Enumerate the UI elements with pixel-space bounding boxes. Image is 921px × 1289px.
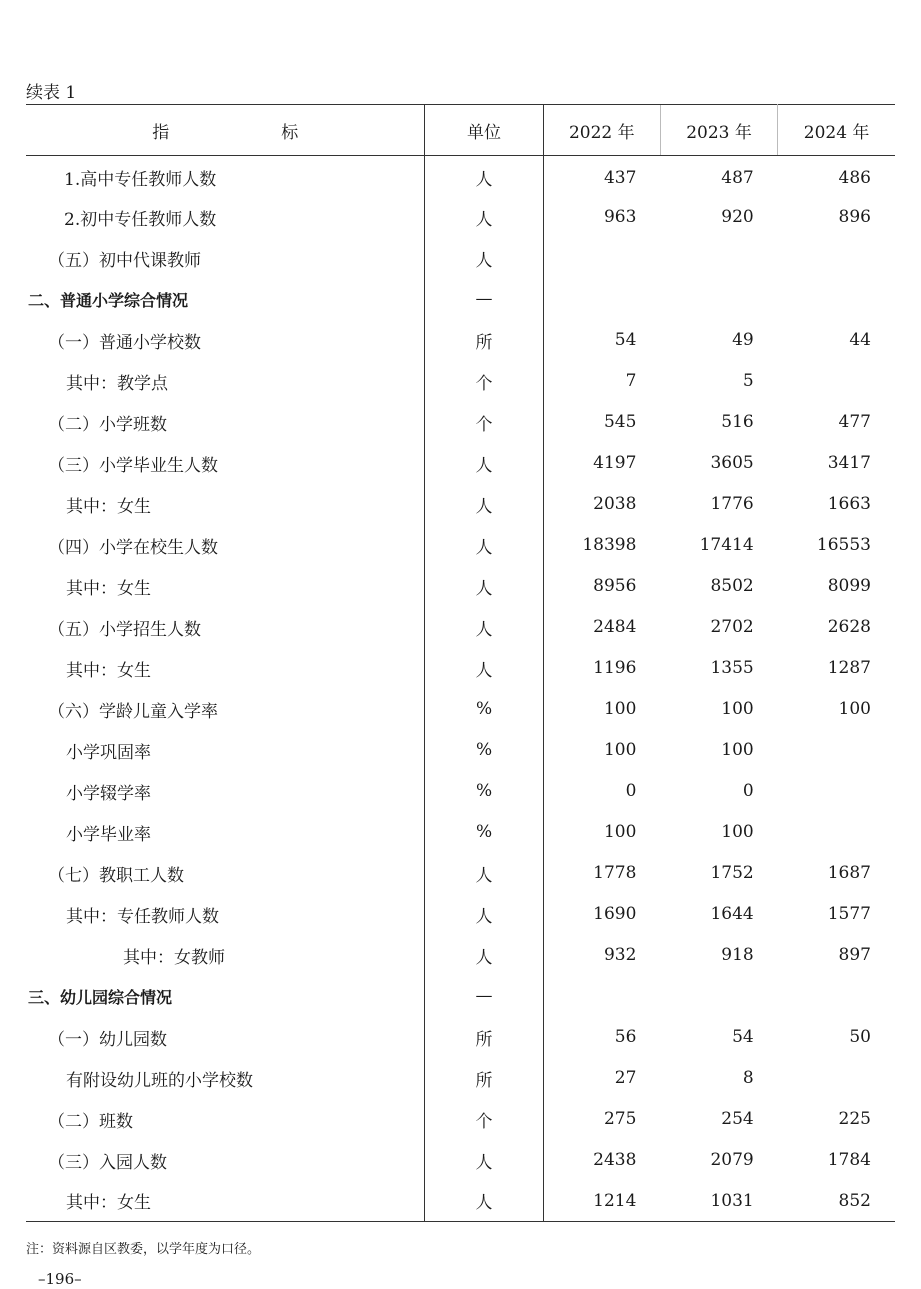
row-unit: 人 <box>425 1181 543 1222</box>
table-row <box>26 402 895 443</box>
row-value-2024 <box>778 361 895 402</box>
row-indicator: 其中：女教师 <box>123 947 225 968</box>
row-value-2023: 1355 <box>710 658 754 678</box>
row-indicator: 其中：教学点 <box>66 373 168 394</box>
table-row <box>26 689 895 730</box>
row-value-2022: 1778 <box>593 863 637 883</box>
row-unit: 人 <box>425 648 543 689</box>
row-value-2023: 1752 <box>710 863 754 883</box>
row-unit: % <box>425 689 543 730</box>
header-indicator-char-1: 指 <box>152 122 170 143</box>
row-value-2024: 1687 <box>827 863 871 883</box>
row-value-2023: 100 <box>721 822 754 842</box>
row-value-2023: 100 <box>721 740 754 760</box>
row-value-2022: 2484 <box>593 617 637 637</box>
row-unit: 所 <box>425 320 543 361</box>
table-row <box>26 443 895 484</box>
table-row <box>26 525 895 566</box>
row-indicator: 有附设幼儿班的小学校数 <box>66 1070 253 1091</box>
row-value-2022 <box>543 238 660 279</box>
table-row <box>26 730 895 771</box>
row-value-2023 <box>660 976 777 1017</box>
row-value-2022: 275 <box>603 1109 637 1129</box>
row-value-2024: 16553 <box>816 535 871 555</box>
table-row <box>26 1140 895 1181</box>
table-row <box>26 812 895 853</box>
row-value-2024: 1577 <box>827 904 871 924</box>
table-row <box>26 771 895 812</box>
table-row <box>26 607 895 648</box>
row-value-2023: 54 <box>732 1027 754 1047</box>
row-value-2023: 5 <box>742 371 754 391</box>
row-value-2022: 932 <box>603 945 637 965</box>
row-indicator: 其中：女生 <box>66 578 151 599</box>
row-value-2024 <box>778 771 895 812</box>
row-value-2024 <box>778 730 895 771</box>
row-value-2023: 516 <box>721 412 754 432</box>
row-value-2022: 100 <box>603 699 637 719</box>
row-value-2024: 2628 <box>827 617 871 637</box>
row-indicator: 小学辍学率 <box>66 783 151 804</box>
table-row <box>26 853 895 894</box>
row-indicator: 二、普通小学综合情况 <box>28 290 189 310</box>
row-value-2023: 254 <box>721 1109 754 1129</box>
table-header-row <box>26 105 895 156</box>
header-unit: 单位 <box>425 105 543 156</box>
row-value-2023: 8502 <box>710 576 754 596</box>
table-row <box>26 156 895 197</box>
row-indicator: 其中：专任教师人数 <box>66 906 219 927</box>
table-row <box>26 1058 895 1099</box>
table-caption: 续表 1 <box>26 83 77 103</box>
row-value-2022: 100 <box>603 740 637 760</box>
row-unit: 个 <box>425 361 543 402</box>
table-row <box>26 1017 895 1058</box>
row-value-2024: 852 <box>778 1181 895 1222</box>
table-row <box>26 566 895 607</box>
row-value-2024: 896 <box>838 207 871 227</box>
table-row <box>26 648 895 689</box>
table-row <box>26 894 895 935</box>
table-row <box>26 484 895 525</box>
row-indicator: （五）小学招生人数 <box>48 619 201 640</box>
row-value-2024: 50 <box>849 1027 871 1047</box>
header-year-2023: 2023 年 <box>660 105 777 156</box>
row-value-2024: 225 <box>838 1109 871 1129</box>
table-row <box>26 1099 895 1140</box>
header-year-2022: 2022 年 <box>543 105 660 156</box>
row-unit: % <box>425 771 543 812</box>
row-value-2024 <box>778 812 895 853</box>
row-value-2022: 27 <box>614 1068 637 1088</box>
row-unit: 所 <box>425 1017 543 1058</box>
row-unit: 人 <box>425 894 543 935</box>
row-unit: 人 <box>425 566 543 607</box>
table-row <box>26 1181 895 1222</box>
row-indicator: （三）入园人数 <box>48 1152 167 1173</box>
row-value-2024: 3417 <box>827 453 871 473</box>
row-value-2023: 918 <box>721 945 754 965</box>
header-year-2024: 2024 年 <box>778 105 895 156</box>
row-value-2022: 2038 <box>593 494 637 514</box>
row-value-2022: 18398 <box>582 535 637 555</box>
row-indicator: （一）幼儿园数 <box>48 1029 167 1050</box>
row-value-2022 <box>543 976 660 1017</box>
row-unit: % <box>425 730 543 771</box>
row-value-2022: 0 <box>625 781 637 801</box>
row-value-2023: 17414 <box>699 535 754 555</box>
row-indicator: 1.高中专任教师人数 <box>64 170 217 191</box>
row-value-2023: 487 <box>721 167 754 188</box>
row-value-2024: 8099 <box>827 576 871 596</box>
row-unit: 所 <box>425 1058 543 1099</box>
row-value-2023: 2702 <box>710 617 754 637</box>
row-value-2024: 1784 <box>827 1150 871 1170</box>
statistics-table <box>26 104 895 1222</box>
row-value-2024 <box>778 1058 895 1099</box>
row-value-2023: 1776 <box>710 494 754 514</box>
table-row <box>26 238 895 279</box>
row-value-2024: 897 <box>838 945 871 965</box>
row-value-2023: 1644 <box>710 904 754 924</box>
row-value-2022: 437 <box>603 167 637 188</box>
table-row <box>26 976 895 1017</box>
row-unit: 人 <box>425 484 543 525</box>
row-unit: 个 <box>425 402 543 443</box>
row-value-2023: 100 <box>721 699 754 719</box>
table-row <box>26 279 895 320</box>
row-value-2024: 1663 <box>827 494 871 514</box>
row-value-2022: 545 <box>603 412 637 432</box>
table-row <box>26 361 895 402</box>
row-unit: 人 <box>425 1140 543 1181</box>
row-value-2022: 56 <box>614 1027 637 1047</box>
row-indicator: 三、幼儿园综合情况 <box>28 987 173 1007</box>
row-indicator: （六）学龄儿童入学率 <box>48 701 218 722</box>
row-indicator: 小学毕业率 <box>66 824 151 845</box>
row-value-2023: 1031 <box>660 1181 777 1222</box>
row-value-2024: 100 <box>838 699 871 719</box>
table-note: 注：资料源自区教委，以学年度为口径。 <box>26 1242 261 1257</box>
row-indicator: 小学巩固率 <box>66 742 151 763</box>
row-value-2023: 920 <box>721 207 754 227</box>
row-value-2022: 2438 <box>593 1150 637 1170</box>
row-unit: — <box>425 976 543 1017</box>
row-unit: 人 <box>425 935 543 976</box>
row-unit: 人 <box>425 853 543 894</box>
row-indicator: 2.初中专任教师人数 <box>64 209 217 230</box>
table-row <box>26 320 895 361</box>
row-value-2022: 54 <box>614 330 637 350</box>
row-value-2024 <box>778 279 895 320</box>
row-unit: 个 <box>425 1099 543 1140</box>
row-indicator: （二）小学班数 <box>48 414 167 435</box>
row-indicator: （四）小学在校生人数 <box>48 537 218 558</box>
row-value-2024: 44 <box>849 330 871 350</box>
row-value-2022: 1196 <box>593 658 637 678</box>
row-indicator: （二）班数 <box>48 1111 133 1132</box>
row-indicator: 其中：女生 <box>26 1181 425 1222</box>
row-value-2022: 7 <box>625 371 637 391</box>
row-indicator: （一）普通小学校数 <box>48 332 201 353</box>
row-value-2022: 963 <box>603 207 637 227</box>
row-indicator: （七）教职工人数 <box>48 865 184 886</box>
row-unit: % <box>425 812 543 853</box>
row-value-2024: 486 <box>838 167 871 188</box>
row-value-2022: 1690 <box>593 904 637 924</box>
row-value-2022 <box>543 279 660 320</box>
row-value-2023: 8 <box>742 1068 754 1088</box>
row-value-2023: 0 <box>742 781 754 801</box>
row-value-2024: 1287 <box>827 658 871 678</box>
row-indicator: （三）小学毕业生人数 <box>48 455 218 476</box>
row-indicator: （五）初中代课教师 <box>48 250 201 271</box>
row-value-2023: 49 <box>732 330 754 350</box>
table-row <box>26 935 895 976</box>
row-value-2022: 8956 <box>593 576 637 596</box>
row-unit: 人 <box>425 156 543 197</box>
page-number: –196– <box>38 1270 82 1288</box>
row-unit: 人 <box>425 525 543 566</box>
row-unit: 人 <box>425 197 543 238</box>
table-row <box>26 197 895 238</box>
row-value-2023 <box>660 279 777 320</box>
row-indicator: 其中：女生 <box>66 660 151 681</box>
row-value-2023: 2079 <box>710 1150 754 1170</box>
table-body <box>26 156 895 1222</box>
row-value-2022: 1214 <box>543 1181 660 1222</box>
header-indicator-char-2: 标 <box>281 122 299 143</box>
row-unit: 人 <box>425 607 543 648</box>
row-unit: — <box>425 279 543 320</box>
row-value-2024 <box>778 238 895 279</box>
header-indicator <box>26 105 425 156</box>
row-unit: 人 <box>425 443 543 484</box>
row-value-2022: 4197 <box>593 453 637 473</box>
row-value-2023: 3605 <box>710 453 754 473</box>
row-value-2023 <box>660 238 777 279</box>
row-unit: 人 <box>425 238 543 279</box>
row-indicator: 其中：女生 <box>66 496 151 517</box>
row-value-2022: 100 <box>603 822 637 842</box>
row-value-2024 <box>778 976 895 1017</box>
row-value-2024: 477 <box>838 412 871 432</box>
